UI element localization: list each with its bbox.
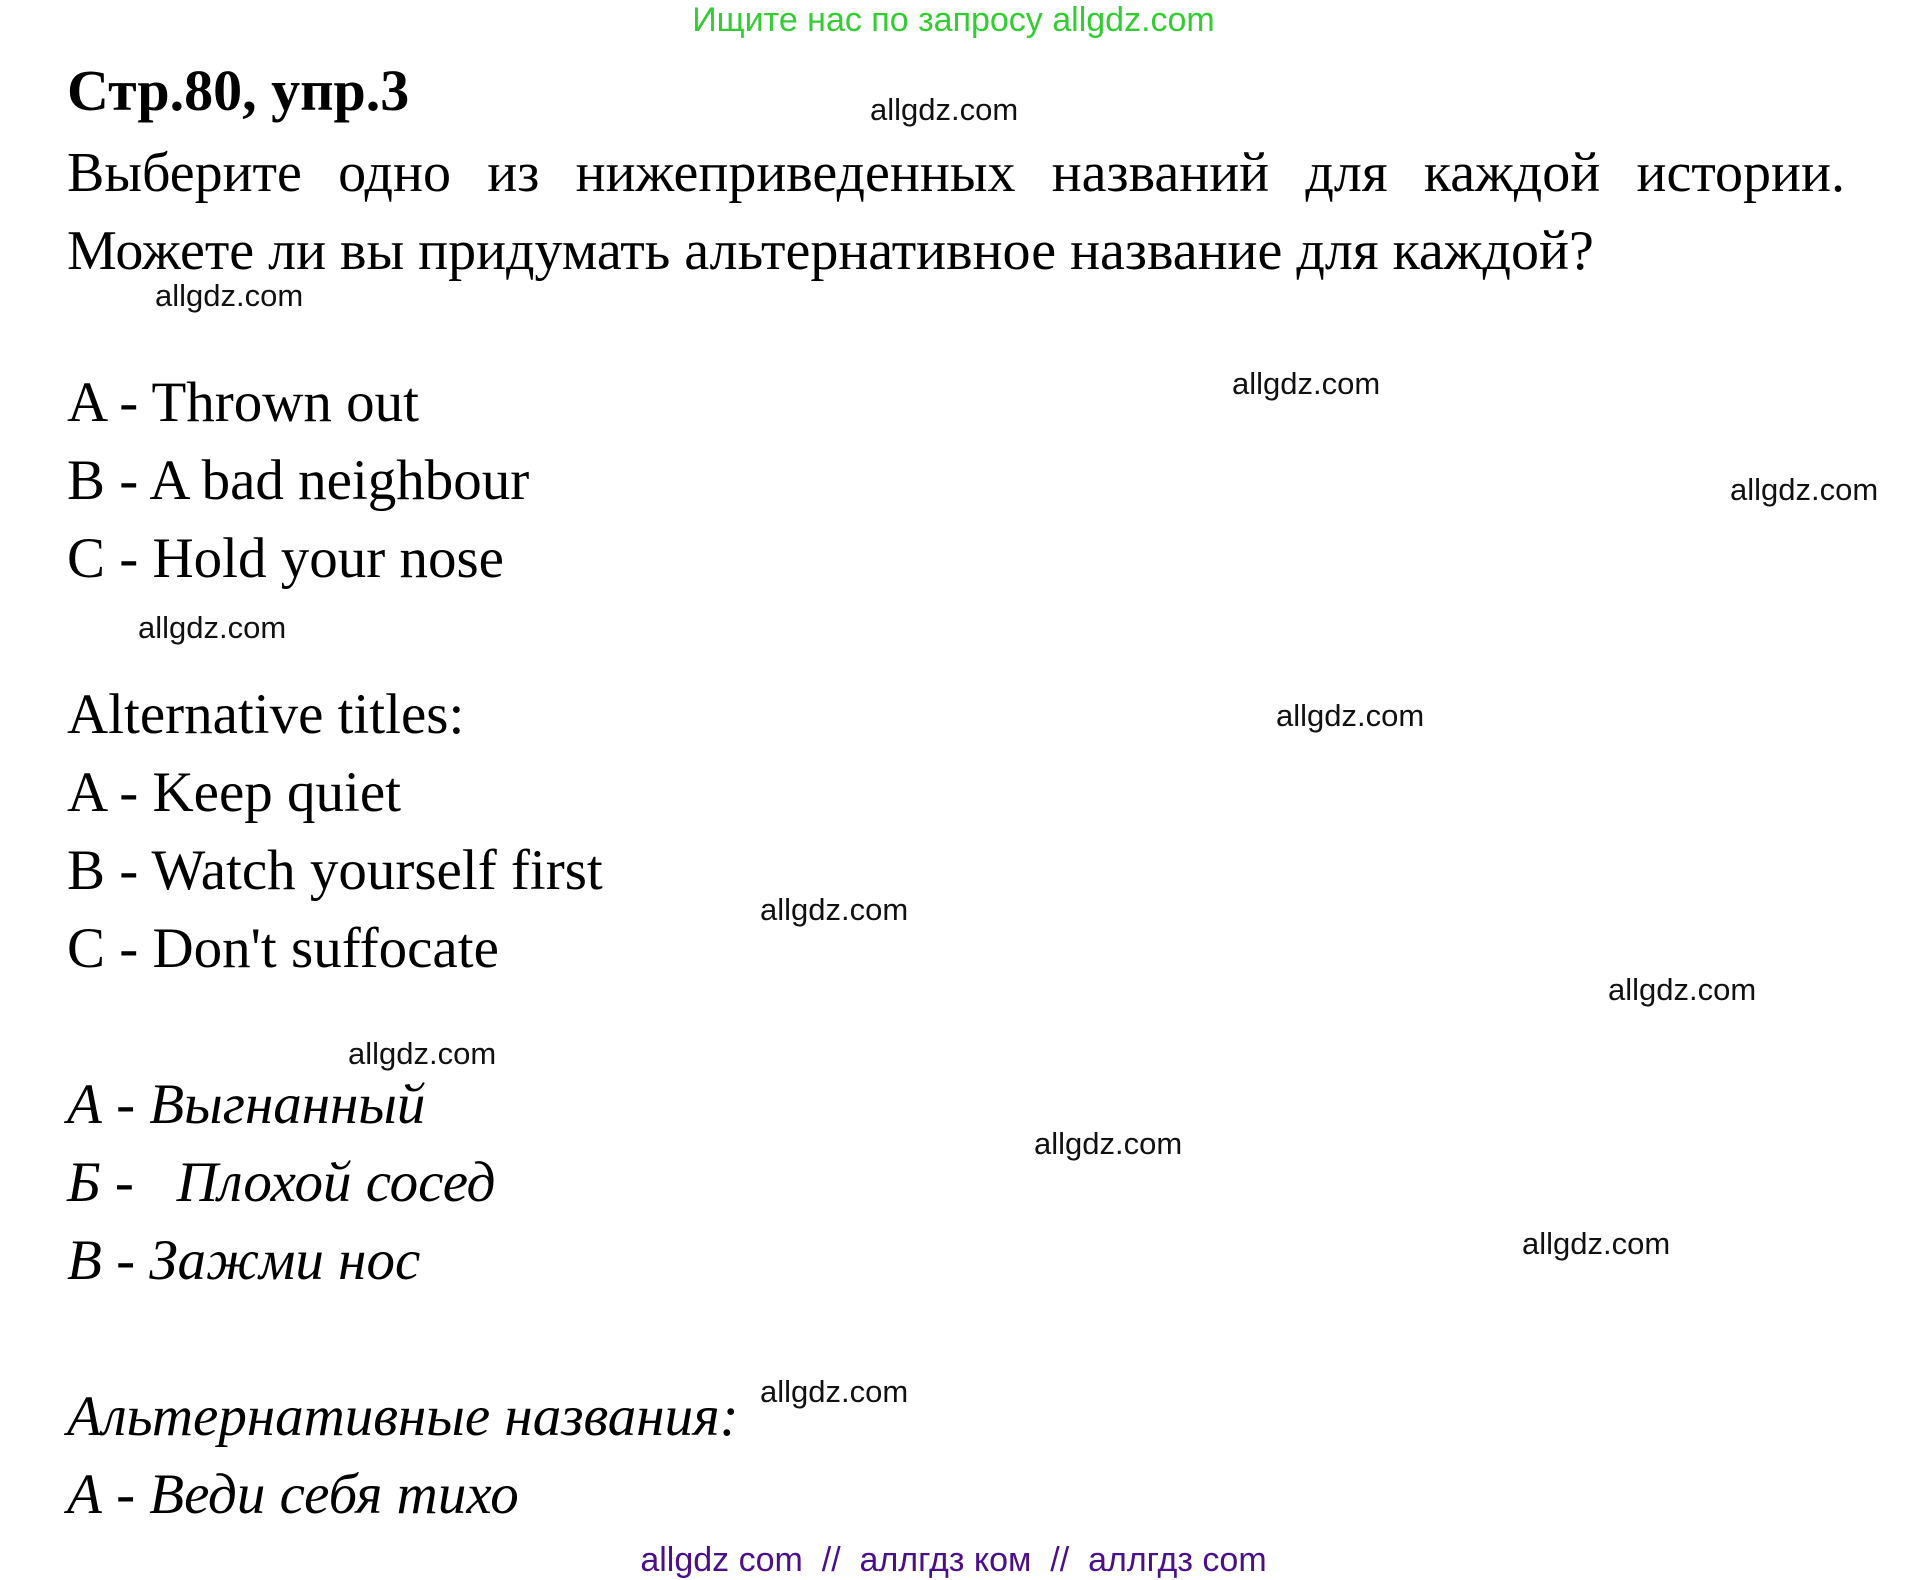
watermark: allgdz.com — [1608, 972, 1757, 1007]
watermark: allgdz.com — [348, 1036, 497, 1071]
alternative-ru-label: Альтернативные названия: — [67, 1385, 739, 1448]
watermark: allgdz.com — [138, 610, 287, 645]
alternative-ru-a: А - Веди себя тихо — [67, 1463, 519, 1526]
title-ru-c: В - Зажми нос — [67, 1229, 421, 1292]
title-ru-a: А - Выгнанный — [67, 1073, 426, 1136]
alternative-en-a: A - Keep quiet — [67, 761, 401, 824]
task-text: Выберите одно из нижеприведенных названий для каждой истории. Можете ли вы придумать альтернативное название для каждой? — [67, 142, 1845, 282]
watermark: allgdz.com — [870, 92, 1019, 127]
alternative-en-c: C - Don't suffocate — [67, 917, 499, 980]
watermark: allgdz.com — [1522, 1226, 1671, 1261]
watermark: allgdz.com — [1232, 366, 1381, 401]
footer-watermark: allgdz com // аллгдз ком // аллгдз com — [640, 1541, 1267, 1579]
title-en-c: C - Hold your nose — [67, 527, 504, 590]
title-en-b: B - A bad neighbour — [67, 449, 530, 512]
alternative-en-b: B - Watch yourself first — [67, 839, 603, 902]
watermark: allgdz.com — [1276, 698, 1425, 733]
watermark: allgdz.com — [760, 892, 909, 927]
page-title: Стр.80, упр.3 — [67, 58, 410, 123]
watermark: allgdz.com — [1034, 1126, 1183, 1161]
title-en-a: A - Thrown out — [67, 371, 420, 434]
watermark: allgdz.com — [1730, 472, 1879, 507]
watermark: allgdz.com — [155, 278, 304, 313]
alternative-en-label: Alternative titles: — [67, 683, 465, 746]
title-ru-b: Б - Плохой сосед — [67, 1151, 496, 1214]
watermark: allgdz.com — [760, 1374, 909, 1409]
top-banner: Ищите нас по запросу allgdz.com — [692, 1, 1215, 39]
